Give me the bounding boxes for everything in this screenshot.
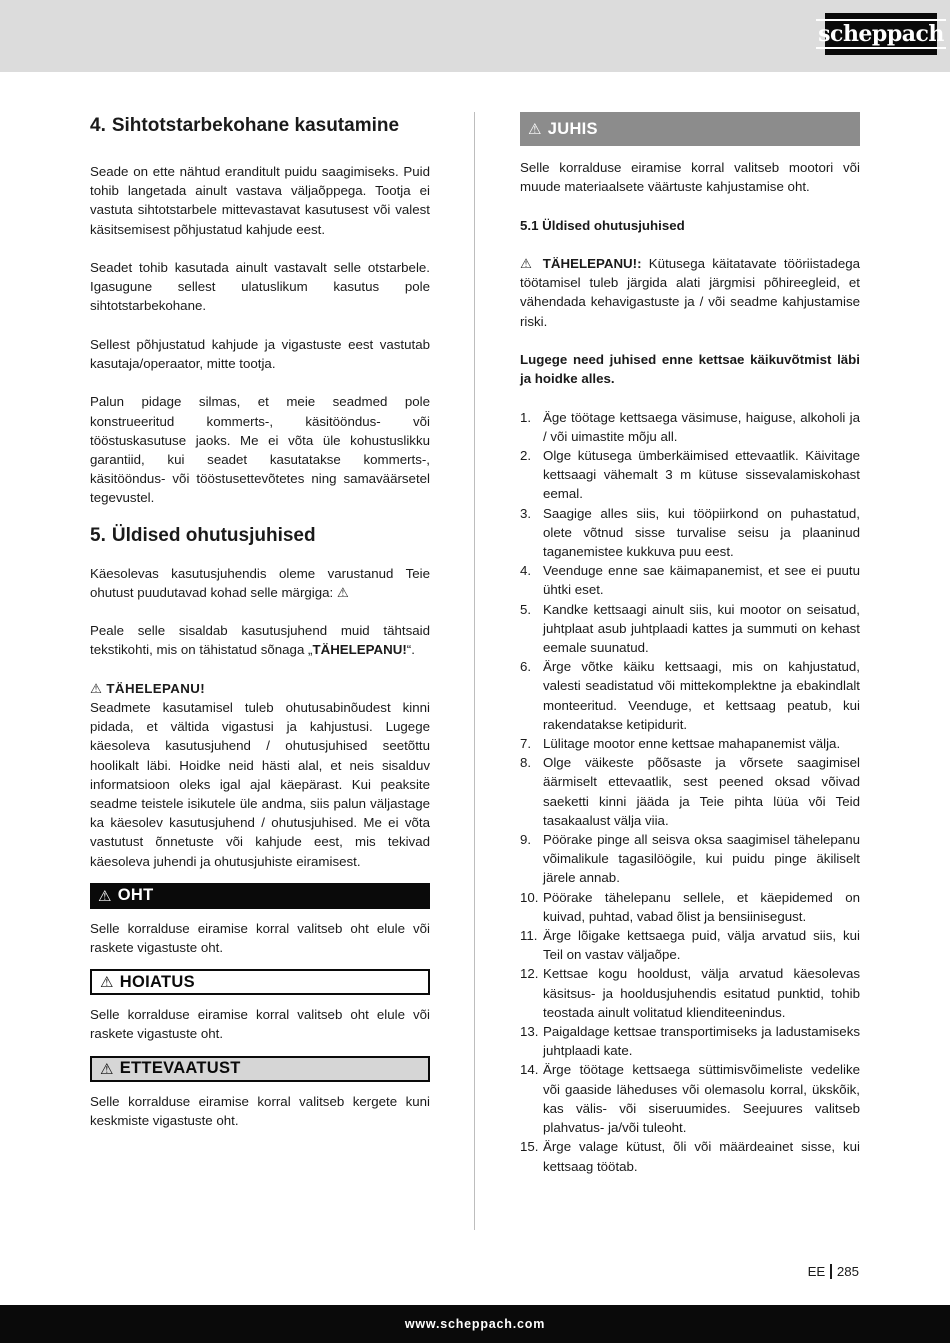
list-item-number: 1.	[520, 409, 532, 425]
left-column	[90, 112, 430, 1130]
list-item-text: Pöörake pinge all seisva oksa saagimisel tähelepanu võimalikule tagasilöögile, kui puidu pinge äkiliselt järele annab.	[543, 832, 860, 886]
paragraph	[520, 254, 860, 331]
list-item	[520, 926, 860, 964]
footer-url: www.scheppach.com	[404, 1317, 546, 1331]
warning-heading: ⚠ TÄHELEPANU!	[90, 680, 206, 696]
list-item-text: Paigaldage kettsae transportimiseks ja ladustamiseks juhtplaadi kate.	[543, 1024, 860, 1059]
paragraph: Selle korralduse eiramise korral valitseb kergete kuni keskmiste vigastuste oht.	[90, 1093, 430, 1128]
list-item	[520, 504, 860, 562]
list-item-text: Kandke kettsaagi ainult siis, kui mootor on seisatud, juhtplaat asub juhtplaadi kattes ja summuti on kehast eemale suunatud.	[543, 601, 860, 656]
warning-lead: ⚠ TÄHELEPANU!:	[520, 255, 642, 271]
box-label: HOIATUS	[119, 972, 195, 991]
list-item-number: 9.	[520, 832, 532, 848]
list-item-number: 13.	[520, 1024, 539, 1040]
paragraph: Selle korralduse eiramise korral valitseb oht elule või raskete vigastuste oht.	[90, 1007, 430, 1042]
text-span: “.	[406, 642, 415, 658]
paragraph: Seade on ette nähtud eranditult puidu saagimiseks. Puid tohib langetada ainult vastava väljaõppega. Tootja ei vastuta sihtotstarbele mittevastavat kasutusest või valest käsitsemisest põhjustatud kahjude eest.	[90, 164, 430, 237]
list-item	[520, 1022, 860, 1060]
section-number: 4.	[90, 115, 106, 136]
list-item-text: Ärge lõigake kettsaega puid, välja arvatud siis, kui Teil on vastav väljaõpe.	[543, 928, 860, 963]
list-item	[520, 734, 860, 753]
list-item	[520, 446, 860, 504]
warning-label-box	[90, 969, 430, 995]
header-band	[0, 0, 950, 72]
footer-band	[0, 1305, 950, 1343]
list-item-number: 2.	[520, 447, 532, 463]
list-item	[520, 657, 860, 734]
paragraph: Selle korralduse eiramise korral valitseb oht elule või raskete vigastuste oht.	[90, 920, 430, 956]
list-item	[520, 1137, 860, 1175]
warning-triangle-icon: ⚠	[100, 974, 114, 992]
list-item-text: Olge väikeste põõsaste ja võrsete saagimisel äärmiselt ettevaatlik, sest peened oksad võivad saeketti kinni jääda ja Teie pihta lüüa või Teid tasakaalust välja viia.	[543, 755, 860, 828]
list-item-number: 5.	[520, 601, 532, 617]
section-title: Üldised ohutusjuhised	[111, 524, 316, 546]
caution-label-box	[90, 1056, 430, 1082]
list-item-text: Veenduge enne sae käimapanemist, et see ei puutu ühtki eset.	[543, 563, 860, 598]
notice-label-box	[520, 112, 860, 146]
emphasis-text: TÄHELEPANU!	[312, 642, 407, 658]
list-item-number: 12.	[520, 966, 539, 982]
list-item	[520, 888, 860, 926]
page-number-value: 285	[836, 1264, 859, 1279]
list-item-number: 6.	[520, 659, 532, 675]
section-number: 5.	[90, 524, 106, 546]
list-item	[520, 753, 860, 830]
list-item	[520, 1060, 860, 1137]
paragraph: Käesolevas kasutusjuhendis oleme varustanud Teie ohutust puudutavad kohad selle märgiga: ⚠	[90, 565, 430, 600]
list-item	[520, 561, 860, 599]
list-item-number: 11.	[520, 928, 538, 944]
right-column	[520, 112, 860, 1176]
list-item-text: Lülitage mootor enne kettsae mahapanemist välja.	[543, 736, 841, 752]
list-item	[520, 600, 860, 658]
scheppach-logo	[818, 13, 944, 55]
page-number	[808, 1264, 859, 1279]
list-item-number: 4.	[520, 563, 532, 579]
column-divider	[474, 112, 475, 1230]
logo-text: scheppach	[818, 21, 944, 47]
list-item-text: Saagige alles siis, kui tööpiirkond on puhastatud, olete võtnud sisse turvalise seisu ja plaaninud taganemistee kukkuva puu eest.	[543, 505, 860, 559]
list-item-text: Olge kütusega ümberkäimised ettevaatlik. Käivitage kettsaagi vähemalt 3 m kütuse sissevalamiskohast eemal.	[543, 447, 860, 502]
list-item-text: Kettsae kogu hooldust, välja arvatud käesolevas käsitsus- ja hooldusjuhendis esitatud punktid, tohib teostada ainult volitatud klienditeenindus.	[543, 966, 860, 1020]
list-item-number: 14.	[520, 1062, 539, 1078]
list-item-text: Ärge võtke käiku kettsaagi, mis on kahjustatud, valesti seadistatud või mittekomplektne ja ebakindlalt monteeritud. Veenduge, et kettsaag peatub, kui rakendatakse ketipidurit.	[543, 659, 860, 732]
section-4-heading	[90, 112, 430, 140]
list-item-text: Ärge valage kütust, õli või määrdeainet sisse, kui kettsaag töötab.	[543, 1139, 860, 1174]
danger-label-box	[90, 883, 430, 909]
warning-triangle-icon: ⚠	[98, 887, 112, 905]
list-item-number: 8.	[520, 755, 532, 771]
section-title: Sihtotstarbekohane kasutamine	[111, 115, 400, 136]
list-item	[520, 830, 860, 888]
safety-list	[520, 408, 860, 1176]
list-item-number: 7.	[520, 736, 532, 752]
list-item-number: 10.	[520, 889, 539, 905]
warning-text: Seadmete kasutamisel tuleb ohutusabinõudest kinni pidada, et vältida vigastusi ja kahjustusi. Lugege käesoleva kasutusjuhend / ohutusjuhised seetõttu hoolikalt läbi. Hoidke neid hästi alal, et neis sisalduv informatsioon oleks igal ajal käepärast. Kui peaksite seadme teistele isikutele üle andma, siis palun väljastage ka käesolev kasutusjuhend / ohutusjuhised. Me ei võta vastutust õnnetuste või kahjude eest, mis tekivad käesoleva juhendi ja ohutusjuhiste eiramisest.	[90, 700, 430, 869]
box-label: OHT	[117, 886, 154, 905]
list-item-text: Ärge töötage kettsaega süttimisvõimeliste vedelike või gaaside läheduses või olemasolu korral, ükskõik, kas välis- või siseruumides. Seejuures valitseb plahvatus- ja/või tuleoht.	[543, 1062, 860, 1136]
paragraph: Sellest põhjustatud kahjude ja vigastuste eest vastutab kasutaja/operaator, mitte tootja.	[90, 336, 430, 371]
paragraph	[90, 621, 430, 659]
section-5-heading	[90, 522, 430, 550]
separator-bar	[830, 1264, 832, 1279]
box-label: JUHIS	[547, 119, 598, 138]
warning-triangle-icon: ⚠	[100, 1060, 114, 1078]
text-span: Kütusega käitatavate tööriistadega töötamisel tuleb järgida alati järgmisi põhireegleid, et vähendada kehavigastuste ja / või seadme kahjustamise riski.	[520, 255, 861, 329]
text-span: Peale selle sisaldab kasutusjuhend muid tähtsaid tekstikohti, mis on tähistatud sõnaga „	[90, 623, 430, 658]
language-code: EE	[807, 1264, 826, 1279]
list-item-text: Äge töötage kettsaega väsimuse, haiguse, alkoholi ja / või uimastite mõju all.	[543, 409, 860, 444]
list-item	[520, 408, 860, 446]
paragraph: Palun pidage silmas, et meie seadmed pole konstrueeritud kommerts-, käsitööndus- või tööstuskasutuse jaoks. Me ei võta üle kohustuslikku garantiid, kui seadet kasutatakse kommerts-, käsitööndus- või tööstusettevõtetes ning samaväärsetel tegevustel.	[90, 394, 430, 506]
paragraph: Selle korralduse eiramise korral valitseb mootori või muude materiaalsete väärtuste kahjustamise oht.	[520, 160, 860, 195]
paragraph: Seadet tohib kasutada ainult vastavalt selle otstarbele. Igasugune sellest ulatuslikum kasutus pole sihtotstarbekohane.	[90, 260, 430, 314]
list-item-text: Pöörake tähelepanu sellele, et käepidemed on kuivad, puhtad, vabad õlist ja bensiinisegust.	[543, 889, 860, 924]
warning-triangle-icon: ⚠	[528, 121, 542, 138]
box-label: ETTEVAATUST	[119, 1059, 241, 1078]
subsection-heading: 5.1 Üldised ohutusjuhised	[520, 217, 685, 233]
paragraph: Lugege need juhised enne kettsae käikuvõtmist läbi ja hoidke alles.	[520, 351, 860, 387]
list-item-number: 3.	[520, 505, 532, 521]
list-item-number: 15.	[520, 1139, 539, 1155]
list-item	[520, 964, 860, 1022]
